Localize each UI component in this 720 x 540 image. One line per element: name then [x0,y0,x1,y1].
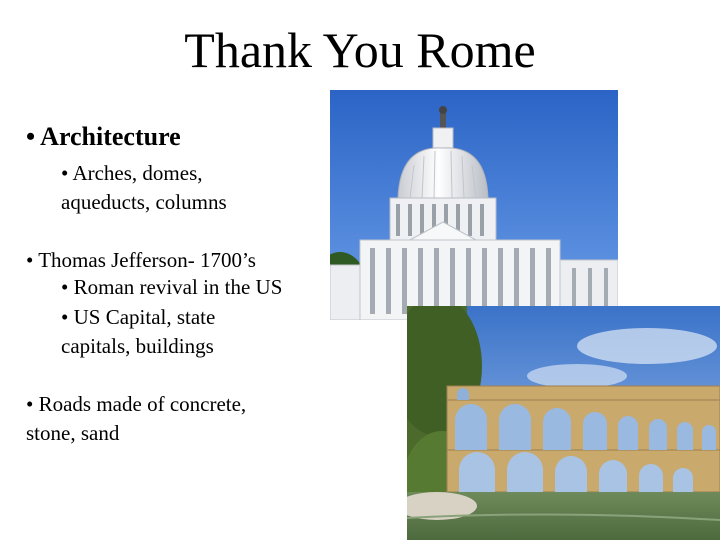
capitol-image [330,90,618,320]
sub-bullet-us-capital: • US Capital, state [61,305,216,329]
sub-bullet-capitals: capitals, buildings [61,334,214,358]
bullet-roads-cont: stone, sand [26,421,120,445]
bullet-roads: • Roads made of concrete, [26,392,247,416]
bullet-jefferson: • Thomas Jefferson- 1700’s [26,248,256,272]
sub-bullet-aqueducts: aqueducts, columns [61,190,227,214]
sub-bullet-roman-revival: • Roman revival in the US [61,275,283,299]
sub-bullet-arches: • Arches, domes, [61,161,203,185]
bullet-architecture: • Architecture [26,122,181,151]
aqueduct-image [407,306,720,540]
capitol-illustration [330,90,618,320]
slide-title: Thank You Rome [184,22,536,78]
aqueduct-illustration [407,306,720,540]
